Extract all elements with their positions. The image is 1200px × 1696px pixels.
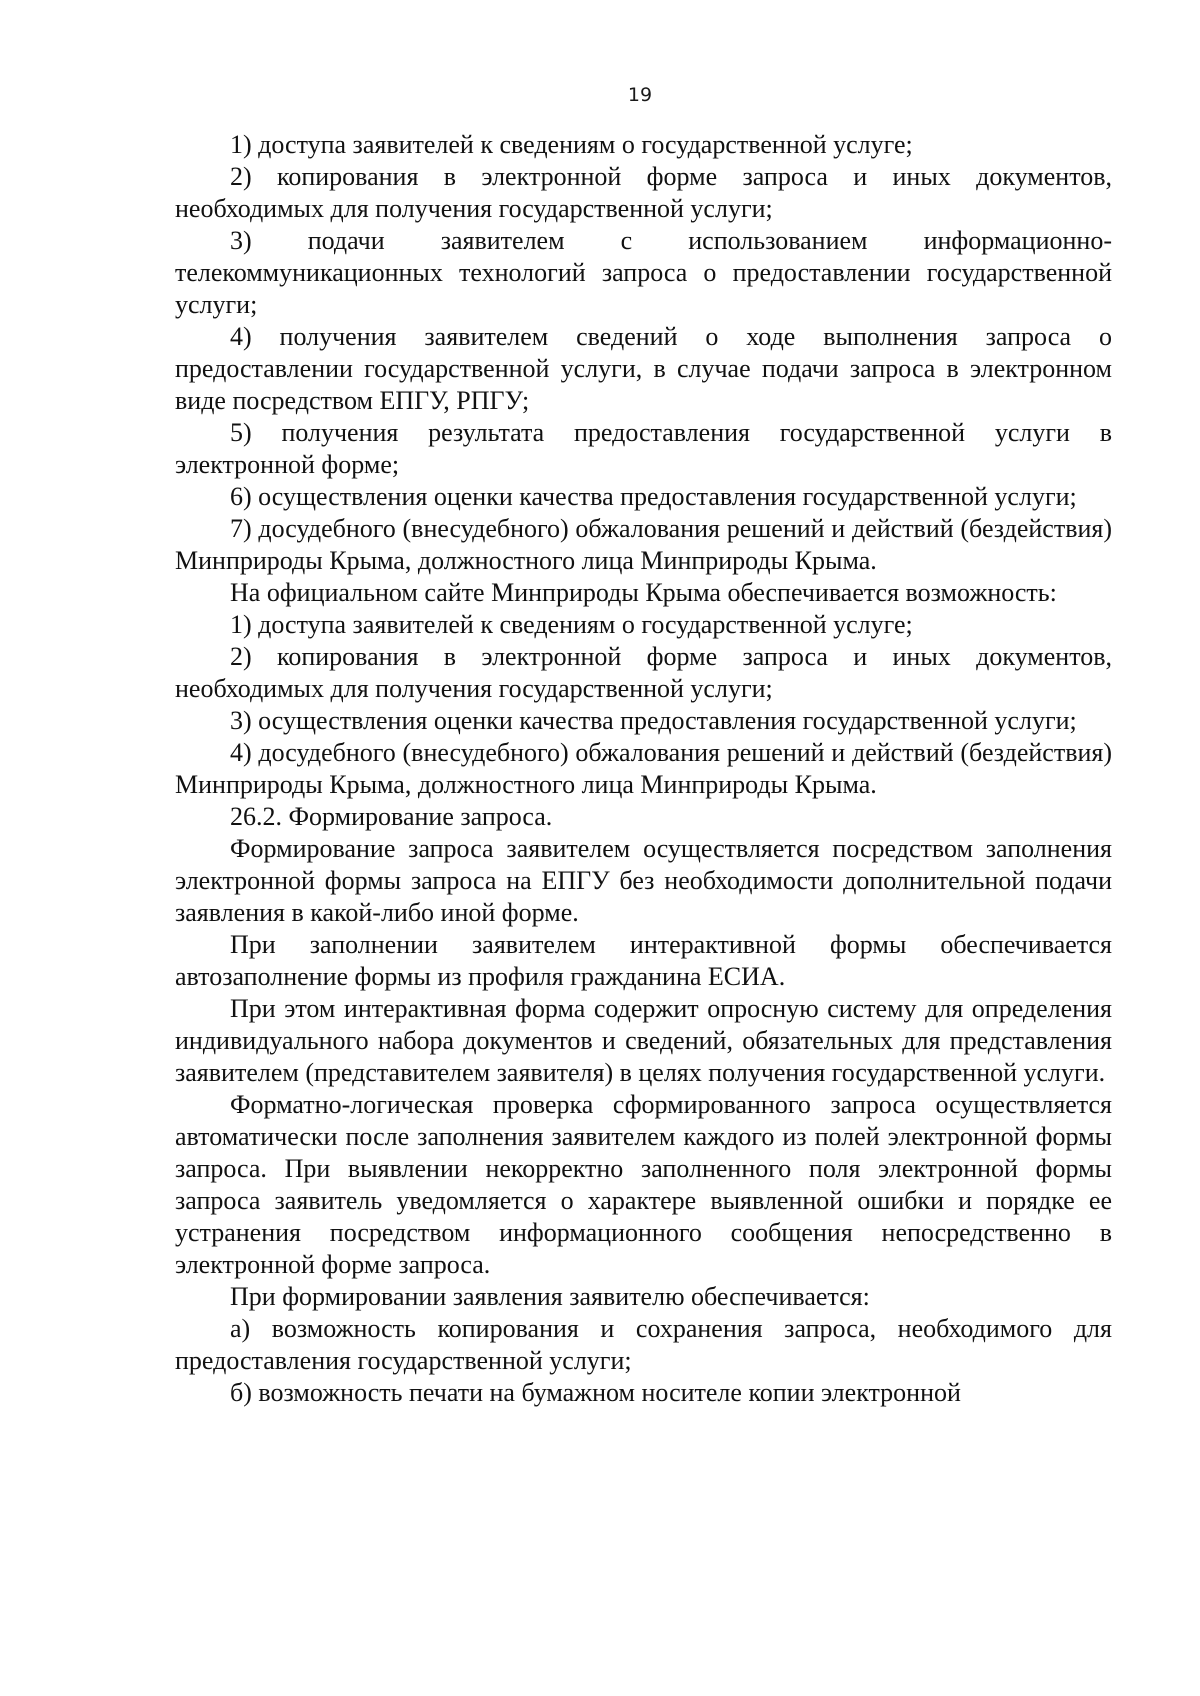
- paragraph: Формирование запроса заявителем осуществляется посредством заполнения электронной формы запроса на ЕПГУ без необходимости дополнительной подачи заявления в какой-либо иной форме.: [175, 834, 1112, 927]
- paragraph: При этом интерактивная форма содержит опросную систему для определения индивидуального набора документов и сведений, обязательных для представления заявителем (представителем заявителя) в целях получения государственной услуги.: [175, 994, 1112, 1087]
- page-number: 19: [627, 84, 653, 106]
- paragraph: 4) получения заявителем сведений о ходе выполнения запроса о предоставлении государственной услуги, в случае подачи запроса в электронном виде посредством ЕПГУ, РПГУ;: [175, 322, 1112, 415]
- paragraph: а) возможность копирования и сохранения запроса, необходимого для предоставления государственной услуги;: [175, 1314, 1112, 1375]
- paragraph: Форматно-логическая проверка сформированного запроса осуществляется автоматически после заполнения заявителем каждого из полей электронной формы запроса. При выявлении некорректно заполненного поля электронной формы запроса заявитель уведомляется о характере выявленной ошибки и порядке ее устранения посредством информационного сообщения непосредственно в электронной форме запроса.: [175, 1090, 1112, 1279]
- paragraph: б) возможность печати на бумажном носителе копии электронной: [230, 1378, 961, 1407]
- paragraph: 4) досудебного (внесудебного) обжалования решений и действий (бездействия) Минприроды Крыма, должностного лица Минприроды Крыма.: [175, 738, 1112, 799]
- paragraph: 6) осуществления оценки качества предоставления государственной услуги;: [230, 482, 1077, 511]
- document-body: [175, 129, 1112, 1409]
- paragraph: 2) копирования в электронной форме запроса и иных документов, необходимых для получения государственной услуги;: [175, 162, 1112, 223]
- paragraph: 2) копирования в электронной форме запроса и иных документов, необходимых для получения государственной услуги;: [175, 642, 1112, 703]
- paragraph: 1) доступа заявителей к сведениям о государственной услуге;: [230, 610, 913, 639]
- paragraph: 1) доступа заявителей к сведениям о государственной услуге;: [230, 130, 913, 159]
- paragraph: При заполнении заявителем интерактивной формы обеспечивается автозаполнение формы из профиля гражданина ЕСИА.: [175, 930, 1112, 991]
- paragraph: 3) подачи заявителем с использованием информационно-телекоммуникационных технологий запроса о предоставлении государственной услуги;: [175, 226, 1112, 319]
- paragraph: При формировании заявления заявителю обеспечивается:: [230, 1282, 870, 1311]
- paragraph: 3) осуществления оценки качества предоставления государственной услуги;: [230, 706, 1077, 735]
- paragraph: На официальном сайте Минприроды Крыма обеспечивается возможность:: [230, 578, 1057, 607]
- paragraph: 7) досудебного (внесудебного) обжалования решений и действий (бездействия) Минприроды Крыма, должностного лица Минприроды Крыма.: [175, 514, 1112, 575]
- paragraph: 5) получения результата предоставления государственной услуги в электронной форме;: [175, 418, 1112, 479]
- section-heading: 26.2. Формирование запроса.: [230, 802, 553, 831]
